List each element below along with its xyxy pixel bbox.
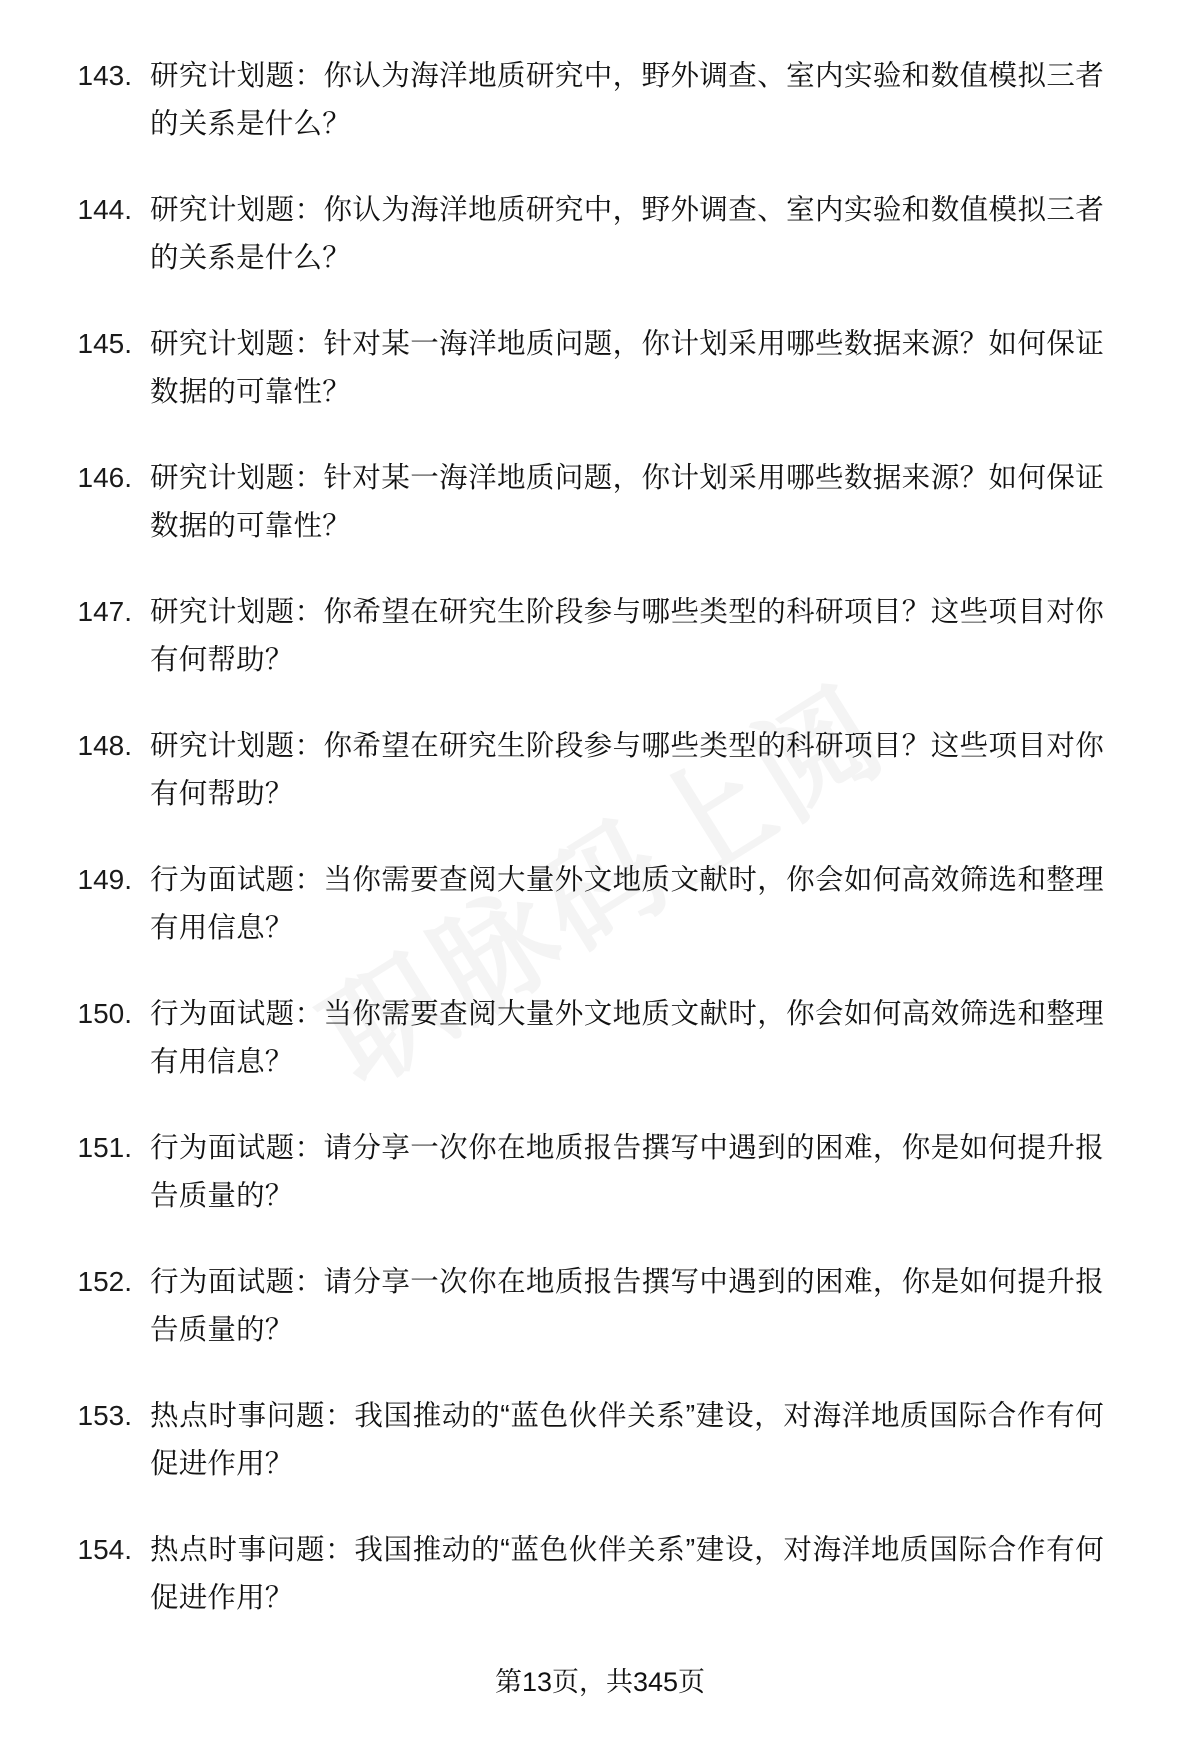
list-item [40, 856, 1104, 952]
question-text: 研究计划题：你认为海洋地质研究中，野外调查、室内实验和数值模拟三者的关系是什么？ [150, 60, 1104, 140]
list-item [40, 186, 1104, 282]
list-item [40, 588, 1104, 684]
question-number: 153. [77, 1400, 132, 1431]
question-text: 行为面试题：请分享一次你在地质报告撰写中遇到的困难，你是如何提升报告质量的？ [150, 1132, 1104, 1212]
question-text: 研究计划题：你希望在研究生阶段参与哪些类型的科研项目？这些项目对你有何帮助？ [150, 596, 1104, 676]
page-footer: 第13页，共345页 [494, 1667, 706, 1697]
question-number: 148. [77, 730, 132, 761]
question-number: 152. [77, 1266, 132, 1297]
list-item [40, 454, 1104, 550]
question-text: 研究计划题：你希望在研究生阶段参与哪些类型的科研项目？这些项目对你有何帮助？ [150, 730, 1104, 810]
list-item [40, 1526, 1104, 1622]
question-text: 行为面试题：当你需要查阅大量外文地质文献时，你会如何高效筛选和整理有用信息？ [150, 998, 1104, 1078]
question-number: 146. [77, 462, 132, 493]
list-item [40, 52, 1104, 148]
question-text: 热点时事问题：我国推动的“蓝色伙伴关系”建设，对海洋地质国际合作有何促进作用？ [150, 1534, 1104, 1614]
list-item [40, 722, 1104, 818]
list-item [40, 990, 1104, 1086]
list-item [40, 1124, 1104, 1220]
question-number: 145. [77, 328, 132, 359]
question-number: 150. [77, 998, 132, 1029]
list-item [40, 1392, 1104, 1488]
question-number: 149. [77, 864, 132, 895]
question-text: 研究计划题：你认为海洋地质研究中，野外调查、室内实验和数值模拟三者的关系是什么？ [150, 194, 1104, 274]
list-item [40, 320, 1104, 416]
question-number: 151. [77, 1132, 132, 1163]
question-text: 行为面试题：当你需要查阅大量外文地质文献时，你会如何高效筛选和整理有用信息？ [150, 864, 1104, 944]
question-text: 研究计划题：针对某一海洋地质问题，你计划采用哪些数据来源？如何保证数据的可靠性？ [150, 328, 1104, 408]
question-number: 154. [77, 1534, 132, 1565]
question-text: 热点时事问题：我国推动的“蓝色伙伴关系”建设，对海洋地质国际合作有何促进作用？ [150, 1400, 1104, 1480]
question-list [40, 52, 1104, 1622]
question-number: 143. [77, 60, 132, 91]
question-text: 研究计划题：针对某一海洋地质问题，你计划采用哪些数据来源？如何保证数据的可靠性？ [150, 462, 1104, 542]
question-number: 147. [77, 596, 132, 627]
question-number: 144. [77, 194, 132, 225]
question-text: 行为面试题：请分享一次你在地质报告撰写中遇到的困难，你是如何提升报告质量的？ [150, 1266, 1104, 1346]
list-item [40, 1258, 1104, 1354]
